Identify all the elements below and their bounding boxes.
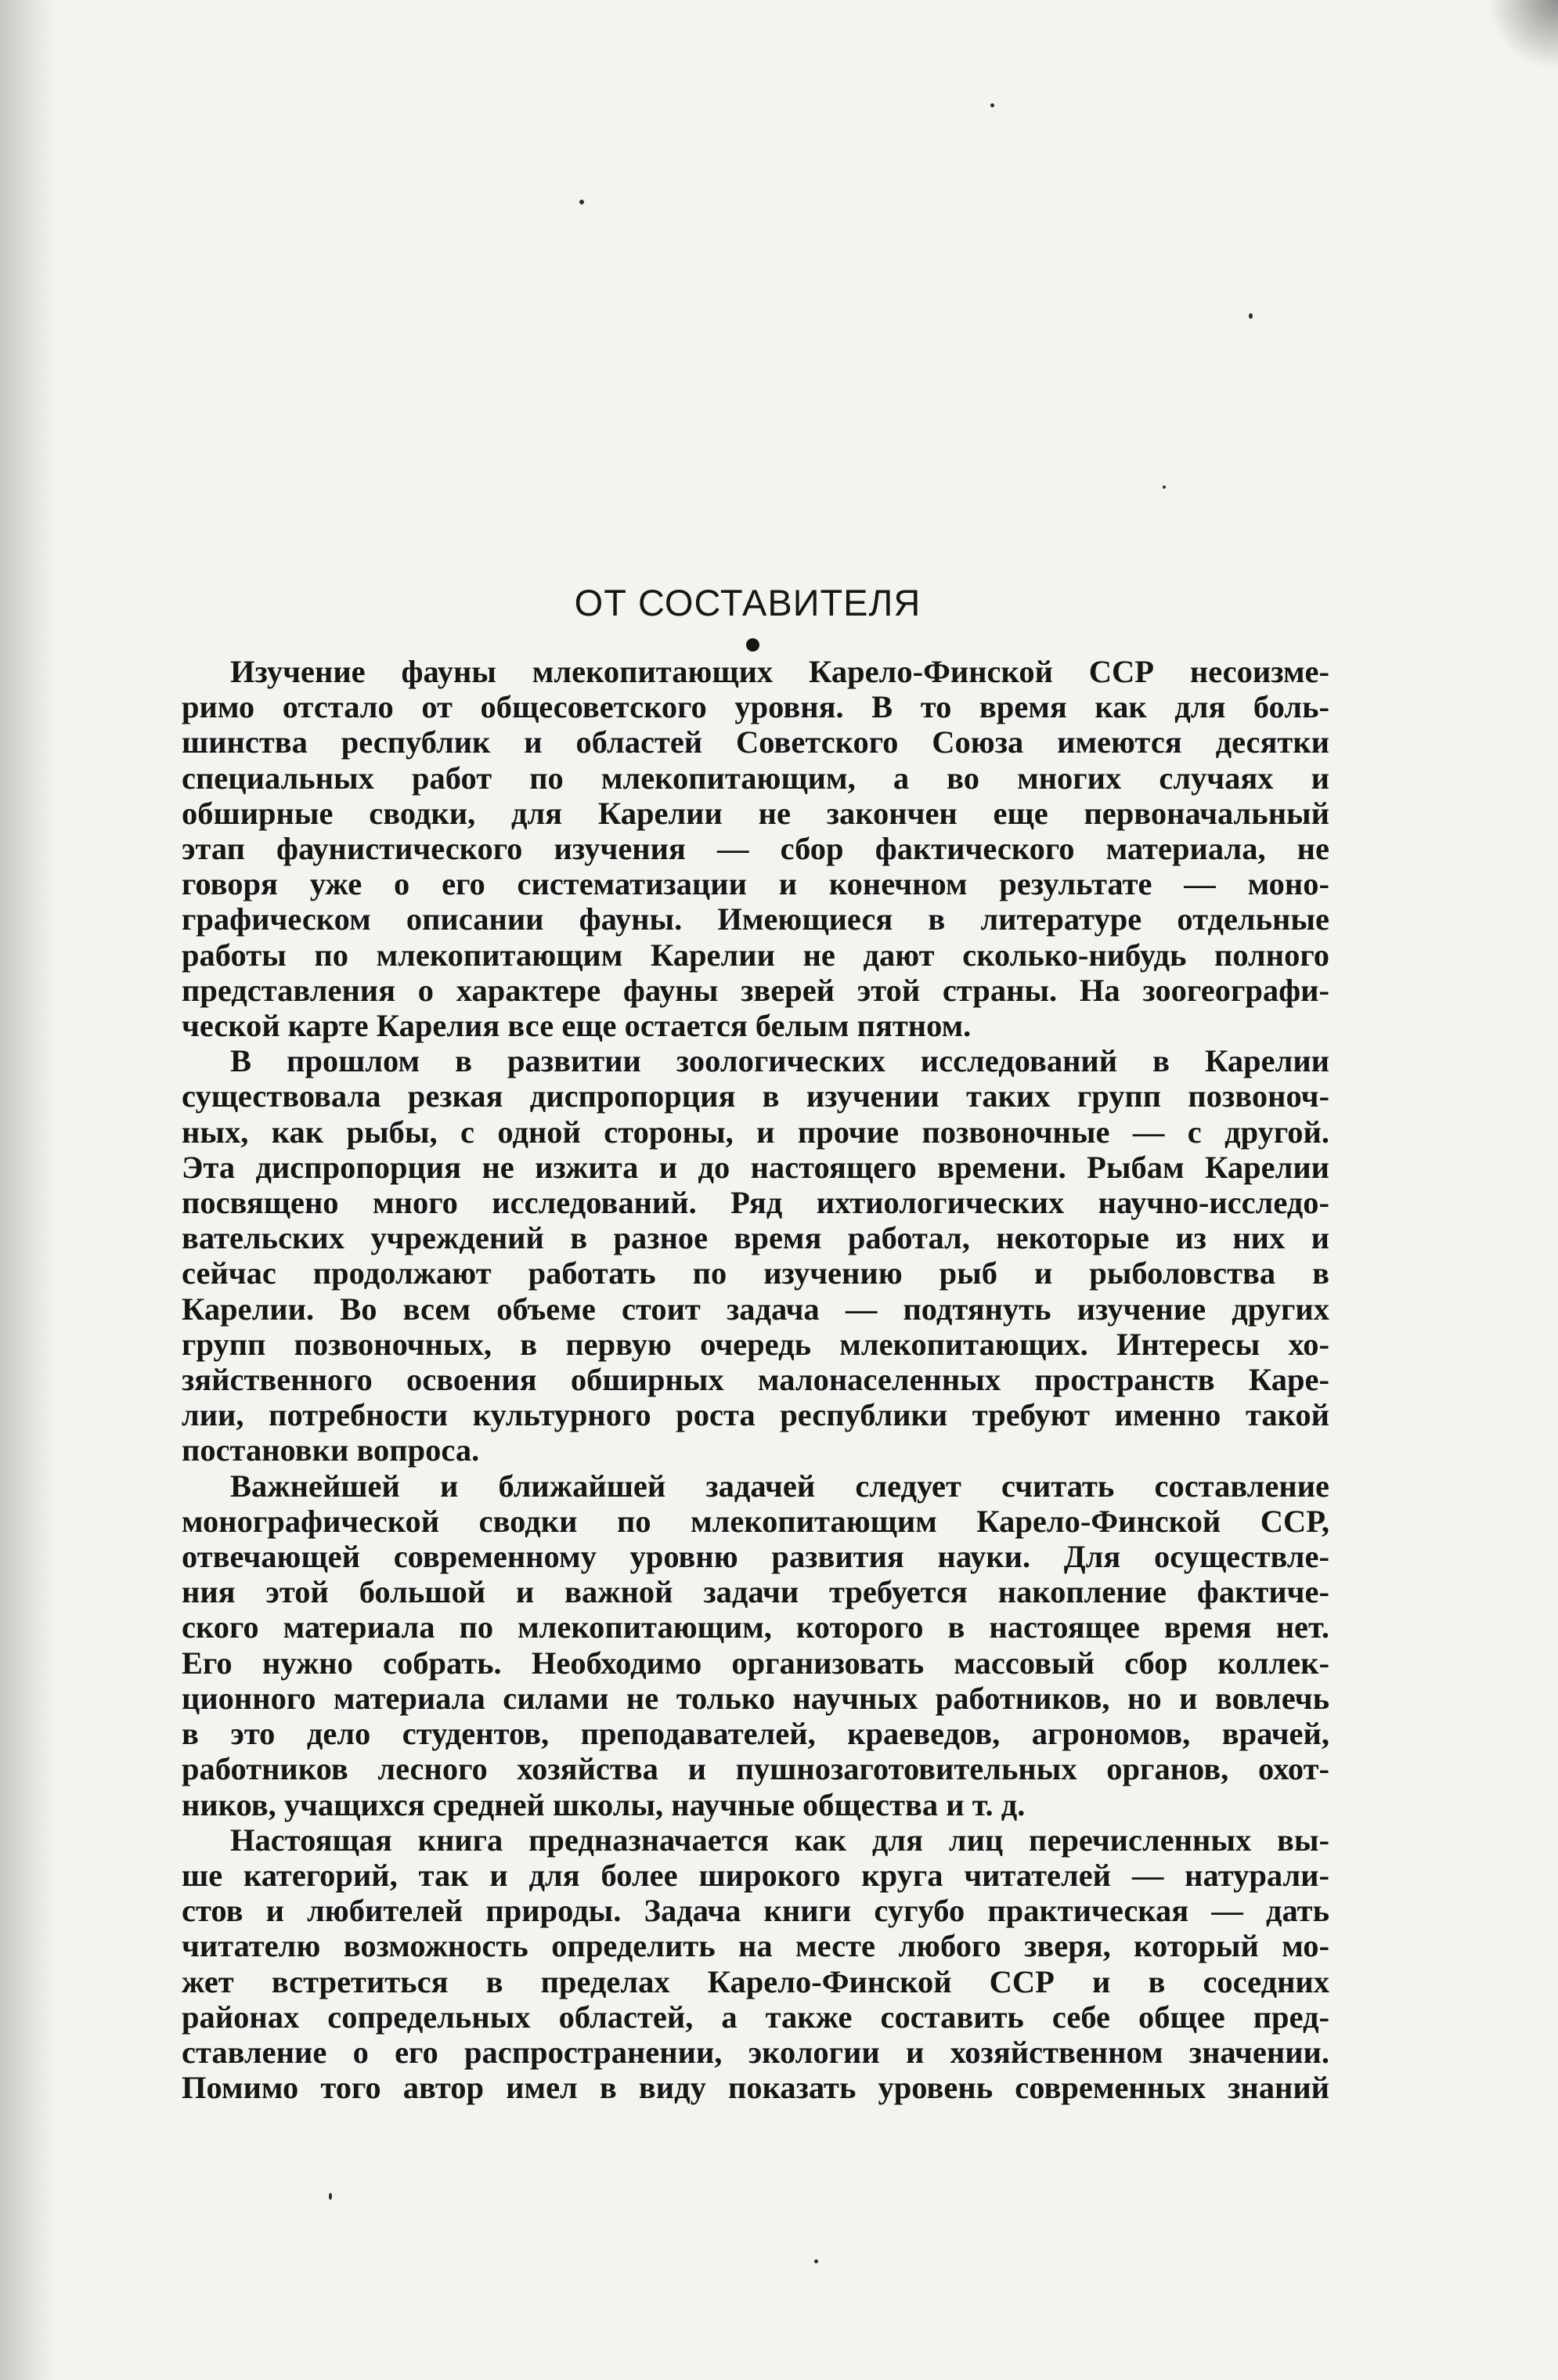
- text-line: постановки вопроса.: [182, 1432, 480, 1468]
- page-title: ОТ СОСТАВИТЕЛЯ: [574, 582, 921, 623]
- text-line: ставление о его распространении, экологии и хозяйственном значении.: [182, 2034, 1329, 2070]
- text-line: обширные сводки, для Карелии не закончен еще первоначальный: [182, 795, 1329, 831]
- text-line: Его нужно собрать. Необходимо организовать массовый сбор коллек-: [182, 1645, 1329, 1681]
- text-line: посвящено много исследований. Ряд ихтиологических научно-исследо-: [182, 1185, 1329, 1221]
- text-line: ческой карте Карелия все еще остается белым пятном.: [182, 1008, 972, 1044]
- text-line: ния этой большой и важной задачи требуется накопление фактиче-: [182, 1574, 1329, 1610]
- text-line: групп позвоночных, в первую очередь млекопитающих. Интересы хо-: [182, 1326, 1329, 1362]
- text-line: шинства республик и областей Советского Союза имеются десятки: [182, 724, 1329, 760]
- scan-shadow-left: [0, 0, 55, 2380]
- text-line: Эта диспропорция не изжита и до настоящего времени. Рыбам Карелии: [182, 1149, 1329, 1185]
- text-line: лии, потребности культурного роста республики требуют именно такой: [182, 1397, 1329, 1433]
- paragraph-2: [133, 1043, 1329, 1468]
- text-line: специальных работ по млекопитающим, а во многих случаях и: [182, 760, 1329, 796]
- print-speck: [1249, 313, 1253, 319]
- text-line: графическом описании фауны. Имеющиеся в литературе отдельные: [182, 901, 1329, 937]
- text-line: работников лесного хозяйства и пушнозаготовительных органов, охот-: [182, 1751, 1329, 1787]
- paragraph-3: [133, 1468, 1329, 1822]
- text-line: представления о характере фауны зверей этой страны. На зоогеографи-: [182, 972, 1329, 1008]
- text-line: Карелии. Во всем объеме стоит задача — подтянуть изучение других: [182, 1291, 1329, 1327]
- text-line: ского материала по млекопитающим, которого в настоящее время нет.: [182, 1609, 1329, 1645]
- text-line: в это дело студентов, преподавателей, краеведов, агрономов, врачей,: [182, 1716, 1329, 1752]
- body-text: [133, 654, 1329, 2105]
- paragraph-4: [133, 1822, 1329, 2106]
- text-line: ционного материала силами не только научных работников, но и вовлечь: [182, 1680, 1329, 1716]
- text-line: зяйственного освоения обширных малонаселенных пространств Каре-: [182, 1362, 1329, 1398]
- text-line: отвечающей современному уровню развития науки. Для осуществле-: [182, 1539, 1329, 1575]
- print-speck: [579, 200, 584, 204]
- paragraph-1: [133, 654, 1329, 1043]
- scan-shadow-corner: [1488, 0, 1558, 70]
- text-line: Важнейшей и ближайшей задачей следует считать составление: [230, 1468, 1329, 1504]
- text-line: В прошлом в развитии зоологических исследований в Карелии: [230, 1043, 1329, 1079]
- text-line: работы по млекопитающим Карелии не дают сколько-нибудь полного: [182, 937, 1329, 973]
- text-line: Настоящая книга предназначается как для лиц перечисленных вы-: [230, 1822, 1329, 1858]
- print-speck: [329, 2193, 332, 2200]
- print-speck: [990, 103, 994, 107]
- text-line: сейчас продолжают работать по изучению рыб и рыболовства в: [182, 1255, 1329, 1291]
- text-line: ников, учащихся средней школы, научные общества и т. д.: [182, 1786, 1026, 1822]
- text-line: Изучение фауны млекопитающих Карело-Финской ССР несоизме-: [230, 654, 1329, 689]
- print-speck: [814, 2259, 818, 2263]
- text-line: римо отстало от общесоветского уровня. В то время как для боль-: [182, 689, 1329, 725]
- text-line: ше категорий, так и для более широкого круга читателей — натурали-: [182, 1857, 1329, 1893]
- text-line: Помимо того автор имел в виду показать уровень современных знаний: [182, 2070, 1329, 2106]
- text-line: существовала резкая диспропорция в изучении таких групп позвоноч-: [182, 1078, 1329, 1114]
- text-line: стов и любителей природы. Задача книги сугубо практическая — дать: [182, 1893, 1329, 1929]
- text-line: этап фаунистического изучения — сбор фактического материала, не: [182, 831, 1329, 867]
- text-line: читателю возможность определить на месте любого зверя, который мо-: [182, 1928, 1329, 1964]
- title-ornament-dot: [746, 638, 759, 652]
- text-line: вательских учреждений в разное время работал, некоторые из них и: [182, 1220, 1329, 1256]
- text-line: говоря уже о его систематизации и конечном результате — моно-: [182, 866, 1329, 902]
- text-line: ных, как рыбы, с одной стороны, и прочие позвоночные — с другой.: [182, 1114, 1329, 1150]
- text-line: монографической сводки по млекопитающим Карело-Финской ССР,: [182, 1503, 1329, 1539]
- print-speck: [1163, 486, 1166, 489]
- text-line: районах сопредельных областей, а также составить себе общее пред-: [182, 1999, 1329, 2035]
- text-line: жет встретиться в пределах Карело-Финской ССР и в соседних: [182, 1963, 1329, 1999]
